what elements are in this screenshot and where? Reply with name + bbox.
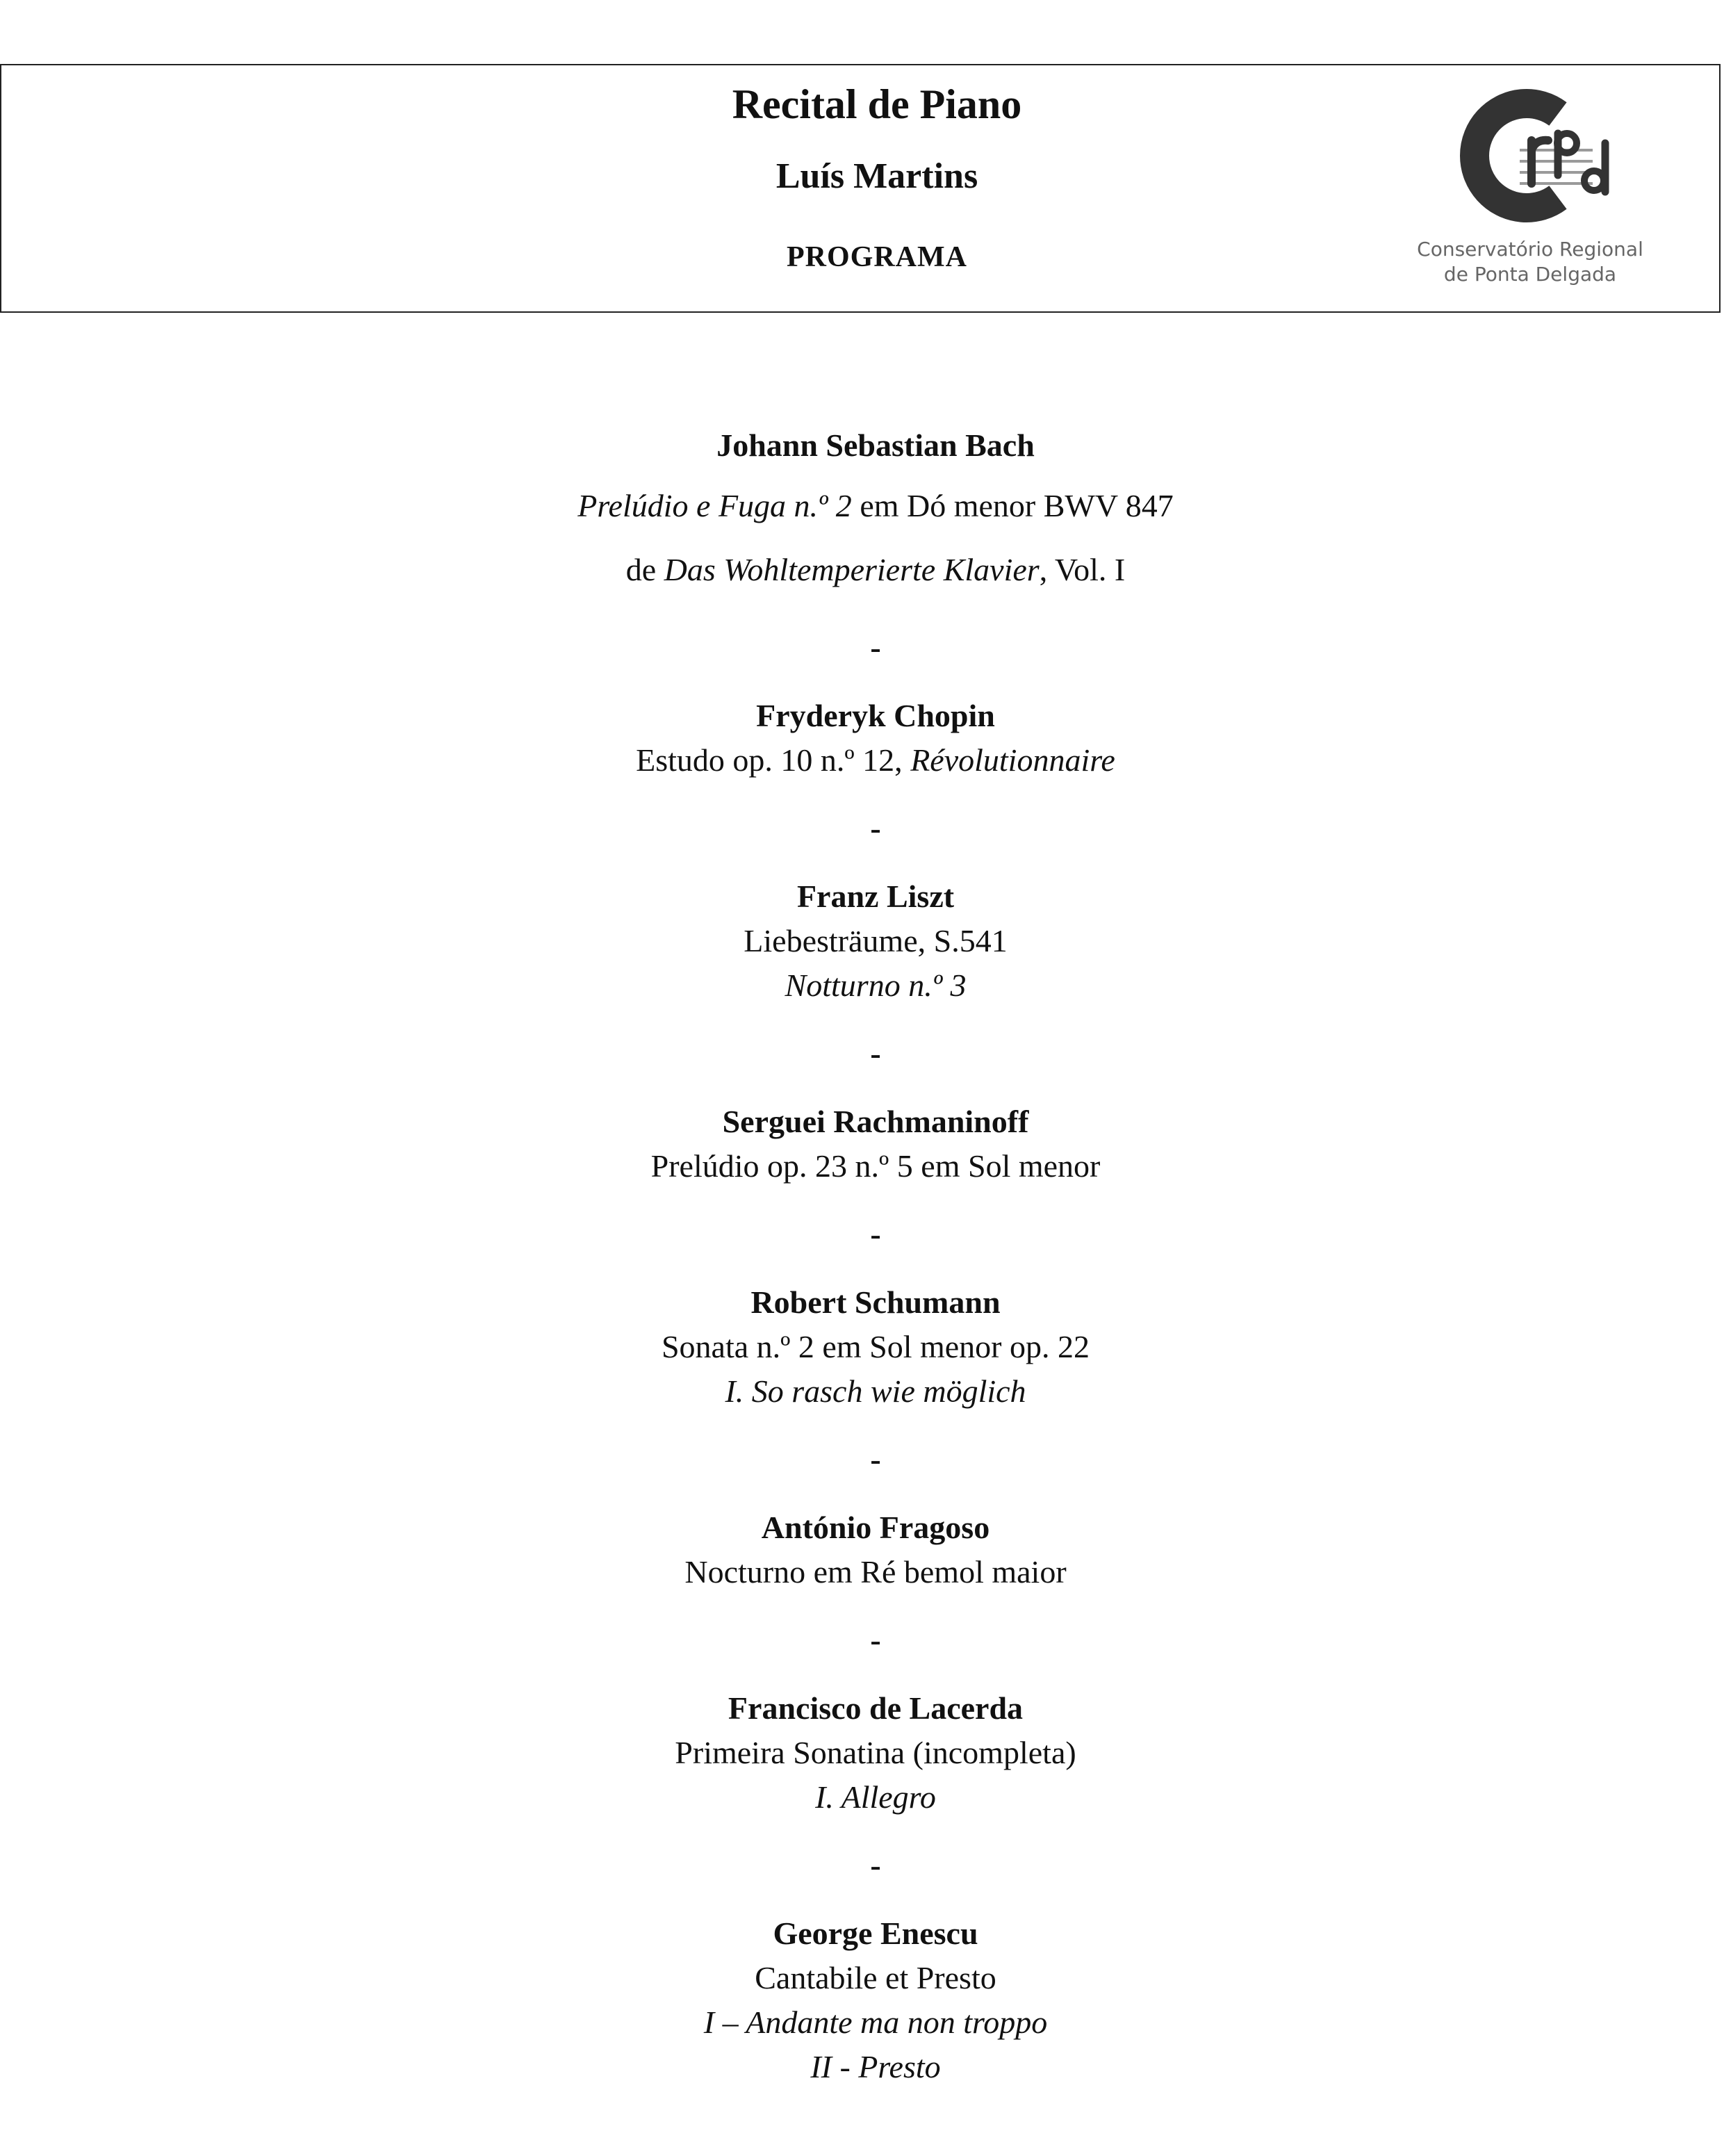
work-title: Prelúdio op. 23 n.º 5 em Sol menor — [650, 1148, 1101, 1184]
composer-name: Franz Liszt — [796, 879, 955, 914]
separator: - — [870, 1442, 881, 1477]
crpd-logo — [1412, 86, 1662, 309]
work-title: Sonata n.º 2 em Sol menor op. 22 — [661, 1329, 1090, 1364]
separator: - — [870, 1847, 881, 1883]
separator: - — [870, 1036, 881, 1071]
separator: - — [870, 1622, 881, 1658]
composer-name: Francisco de Lacerda — [728, 1690, 1024, 1726]
program-item-fragoso — [0, 1505, 1724, 1594]
work-collection — [0, 538, 1724, 602]
program-item-chopin — [0, 694, 1724, 783]
header-box — [0, 64, 1721, 313]
work-title: Cantabile et Presto — [755, 1960, 996, 1995]
program-item-liszt — [0, 874, 1724, 1008]
work-title — [0, 474, 1724, 538]
program-item-bach — [0, 417, 1724, 602]
work-collection-prefix: de — [625, 552, 664, 587]
work-title: Liebesträume, S.541 — [744, 923, 1008, 958]
movement: I. Allegro — [815, 1779, 936, 1815]
movement: I. So rasch wie möglich — [725, 1373, 1026, 1409]
program-heading: PROGRAMA — [787, 241, 967, 273]
recital-title: Recital de Piano — [732, 81, 1022, 127]
work-title-rest: em Dó menor BWV 847 — [851, 488, 1174, 523]
logo-text-line1: Conservatório Regional — [1417, 238, 1643, 261]
program-item-schumann — [0, 1280, 1724, 1414]
program-item-enescu — [0, 1911, 1724, 2089]
separator: - — [870, 1216, 881, 1252]
composer-name: António Fragoso — [761, 1510, 990, 1545]
program-list — [0, 417, 1724, 2089]
work-collection-rest: , Vol. I — [1039, 552, 1126, 587]
separator: - — [870, 630, 881, 665]
composer-name: George Enescu — [773, 1916, 978, 1951]
composer-name: Fryderyk Chopin — [756, 698, 995, 733]
logo-text-line2: de Ponta Delgada — [1443, 263, 1617, 286]
composer-name: Serguei Rachmaninoff — [722, 1104, 1029, 1139]
work-collection-italic: Das Wohltemperierte Klavier — [664, 552, 1040, 587]
work-title-italic: Prelúdio e Fuga n.º 2 — [577, 488, 852, 523]
movement: II - Presto — [810, 2049, 941, 2084]
work-title: Primeira Sonatina (incompleta) — [675, 1735, 1076, 1770]
composer-name: Johann Sebastian Bach — [716, 427, 1035, 463]
work-title-text: Estudo op. 10 n.º 12, — [636, 742, 911, 778]
work-title: Nocturno em Ré bemol maior — [684, 1554, 1067, 1590]
program-item-lacerda — [0, 1686, 1724, 1820]
movement: Notturno n.º 3 — [785, 967, 967, 1003]
program-item-rachmaninoff — [0, 1100, 1724, 1189]
crpd-logo-icon — [1454, 86, 1620, 225]
composer-name: Robert Schumann — [750, 1284, 1001, 1320]
separator: - — [870, 810, 881, 846]
performer-name: Luís Martins — [775, 156, 978, 196]
work-title-italic: Révolutionnaire — [910, 742, 1115, 778]
work-title — [0, 738, 1724, 783]
movement: I – Andante ma non troppo — [703, 2004, 1048, 2040]
